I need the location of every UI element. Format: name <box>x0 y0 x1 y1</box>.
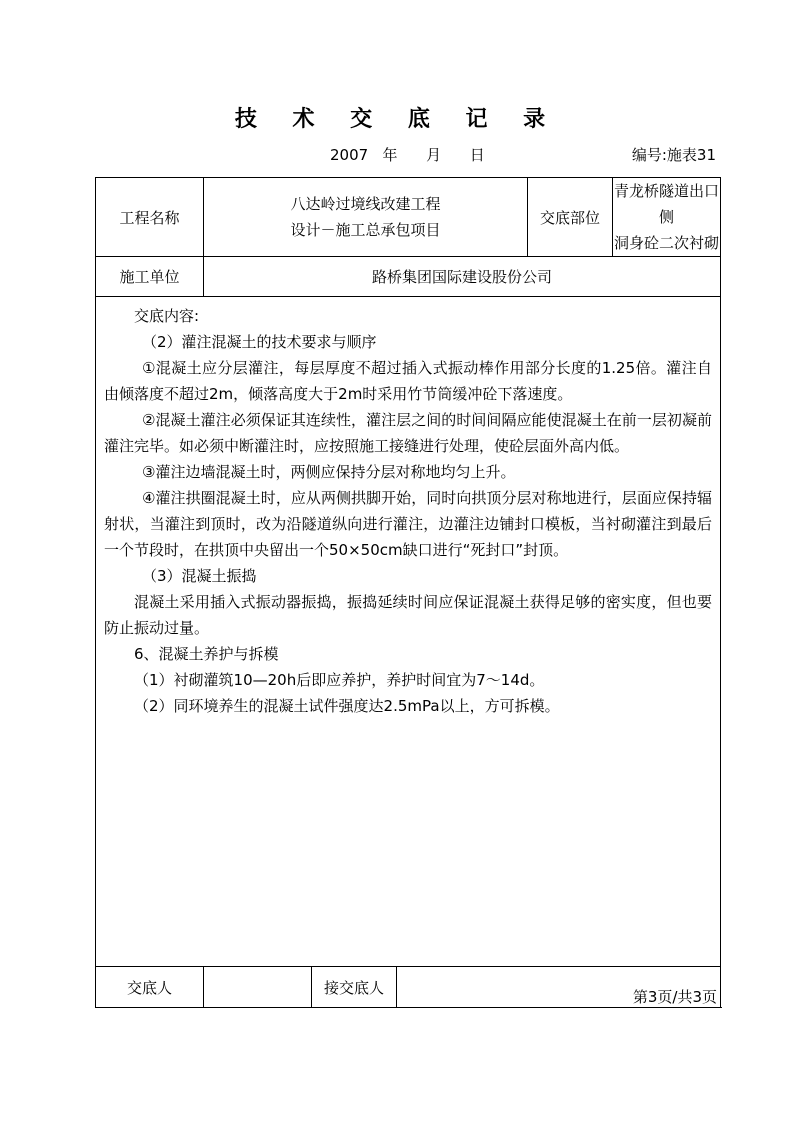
disclosure-part-value <box>613 178 721 257</box>
content-para-5: ④灌注拱圈混凝土时，应从两侧拱脚开始，同时向拱顶分层对称地进行，层面应保持辐射状，当灌注到顶时，改为沿隧道纵向进行灌注，边灌注边铺封口模板，当衬砌灌注到最后一个节段时，在拱顶中央留出一个50×50cm缺口进行“死封口”封顶。 <box>104 489 713 559</box>
discloser-label: 交底人 <box>96 967 204 1008</box>
content-para-3: ②混凝土灌注必须保证其连续性，灌注层之间的时间间隔应能使混凝土在前一层初凝前灌注完毕。如必须中断灌注时，应按照施工接缝进行处理，使砼层面外高内低。 <box>104 411 713 455</box>
content-para-8: 6、混凝土养护与拆模 <box>134 645 279 663</box>
page-footer: 第3页/共3页 <box>632 988 717 1006</box>
disclosure-content <box>96 297 721 967</box>
project-name-label: 工程名称 <box>96 178 204 257</box>
disclosure-part-label: 交底部位 <box>528 178 613 257</box>
project-name-line1: 八达岭过境线改建工程 <box>290 195 441 213</box>
content-para-10: （2）同环境养生的混凝土试件强度达2.5mPa以上，方可拆模。 <box>134 697 560 715</box>
construction-unit-label: 施工单位 <box>96 257 204 297</box>
discloser-signature-field[interactable] <box>204 967 312 1008</box>
receiver-label: 接交底人 <box>312 967 397 1007</box>
content-para-9: （1）衬砌灌筑10—20h后即应养护，养护时间宜为7～14d。 <box>134 671 545 689</box>
form-code: 编号:施表31 <box>631 146 716 164</box>
date-line: 2007 年 月 日 <box>330 146 485 164</box>
disclosure-part-line1: 青龙桥隧道出口侧 <box>614 182 720 226</box>
document-title: 技 术 交 底 记 录 <box>234 107 560 132</box>
content-para-1: （2）灌注混凝土的技术要求与顺序 <box>142 333 377 351</box>
project-name-value <box>204 178 528 257</box>
content-para-4: ③灌注边墙混凝土时，两侧应保持分层对称地均匀上升。 <box>142 463 516 481</box>
project-name-line2: 设计－施工总承包项目 <box>290 221 441 239</box>
content-heading: 交底内容: <box>134 307 200 325</box>
construction-unit-value: 路桥集团国际建设股份公司 <box>204 257 721 297</box>
disclosure-part-line2: 洞身砼二次衬砌 <box>614 234 720 252</box>
content-para-6: （3）混凝土振捣 <box>142 567 257 585</box>
record-table <box>95 177 721 1008</box>
content-para-7: 混凝土采用插入式振动器振捣，振捣延续时间应保证混凝土获得足够的密实度，但也要防止振动过量。 <box>104 593 713 637</box>
content-para-2: ①混凝土应分层灌注，每层厚度不超过插入式振动棒作用部分长度的1.25倍。灌注自由倾落度不超过2m，倾落高度大于2m时采用竹节筒缓冲砼下落速度。 <box>104 359 713 403</box>
